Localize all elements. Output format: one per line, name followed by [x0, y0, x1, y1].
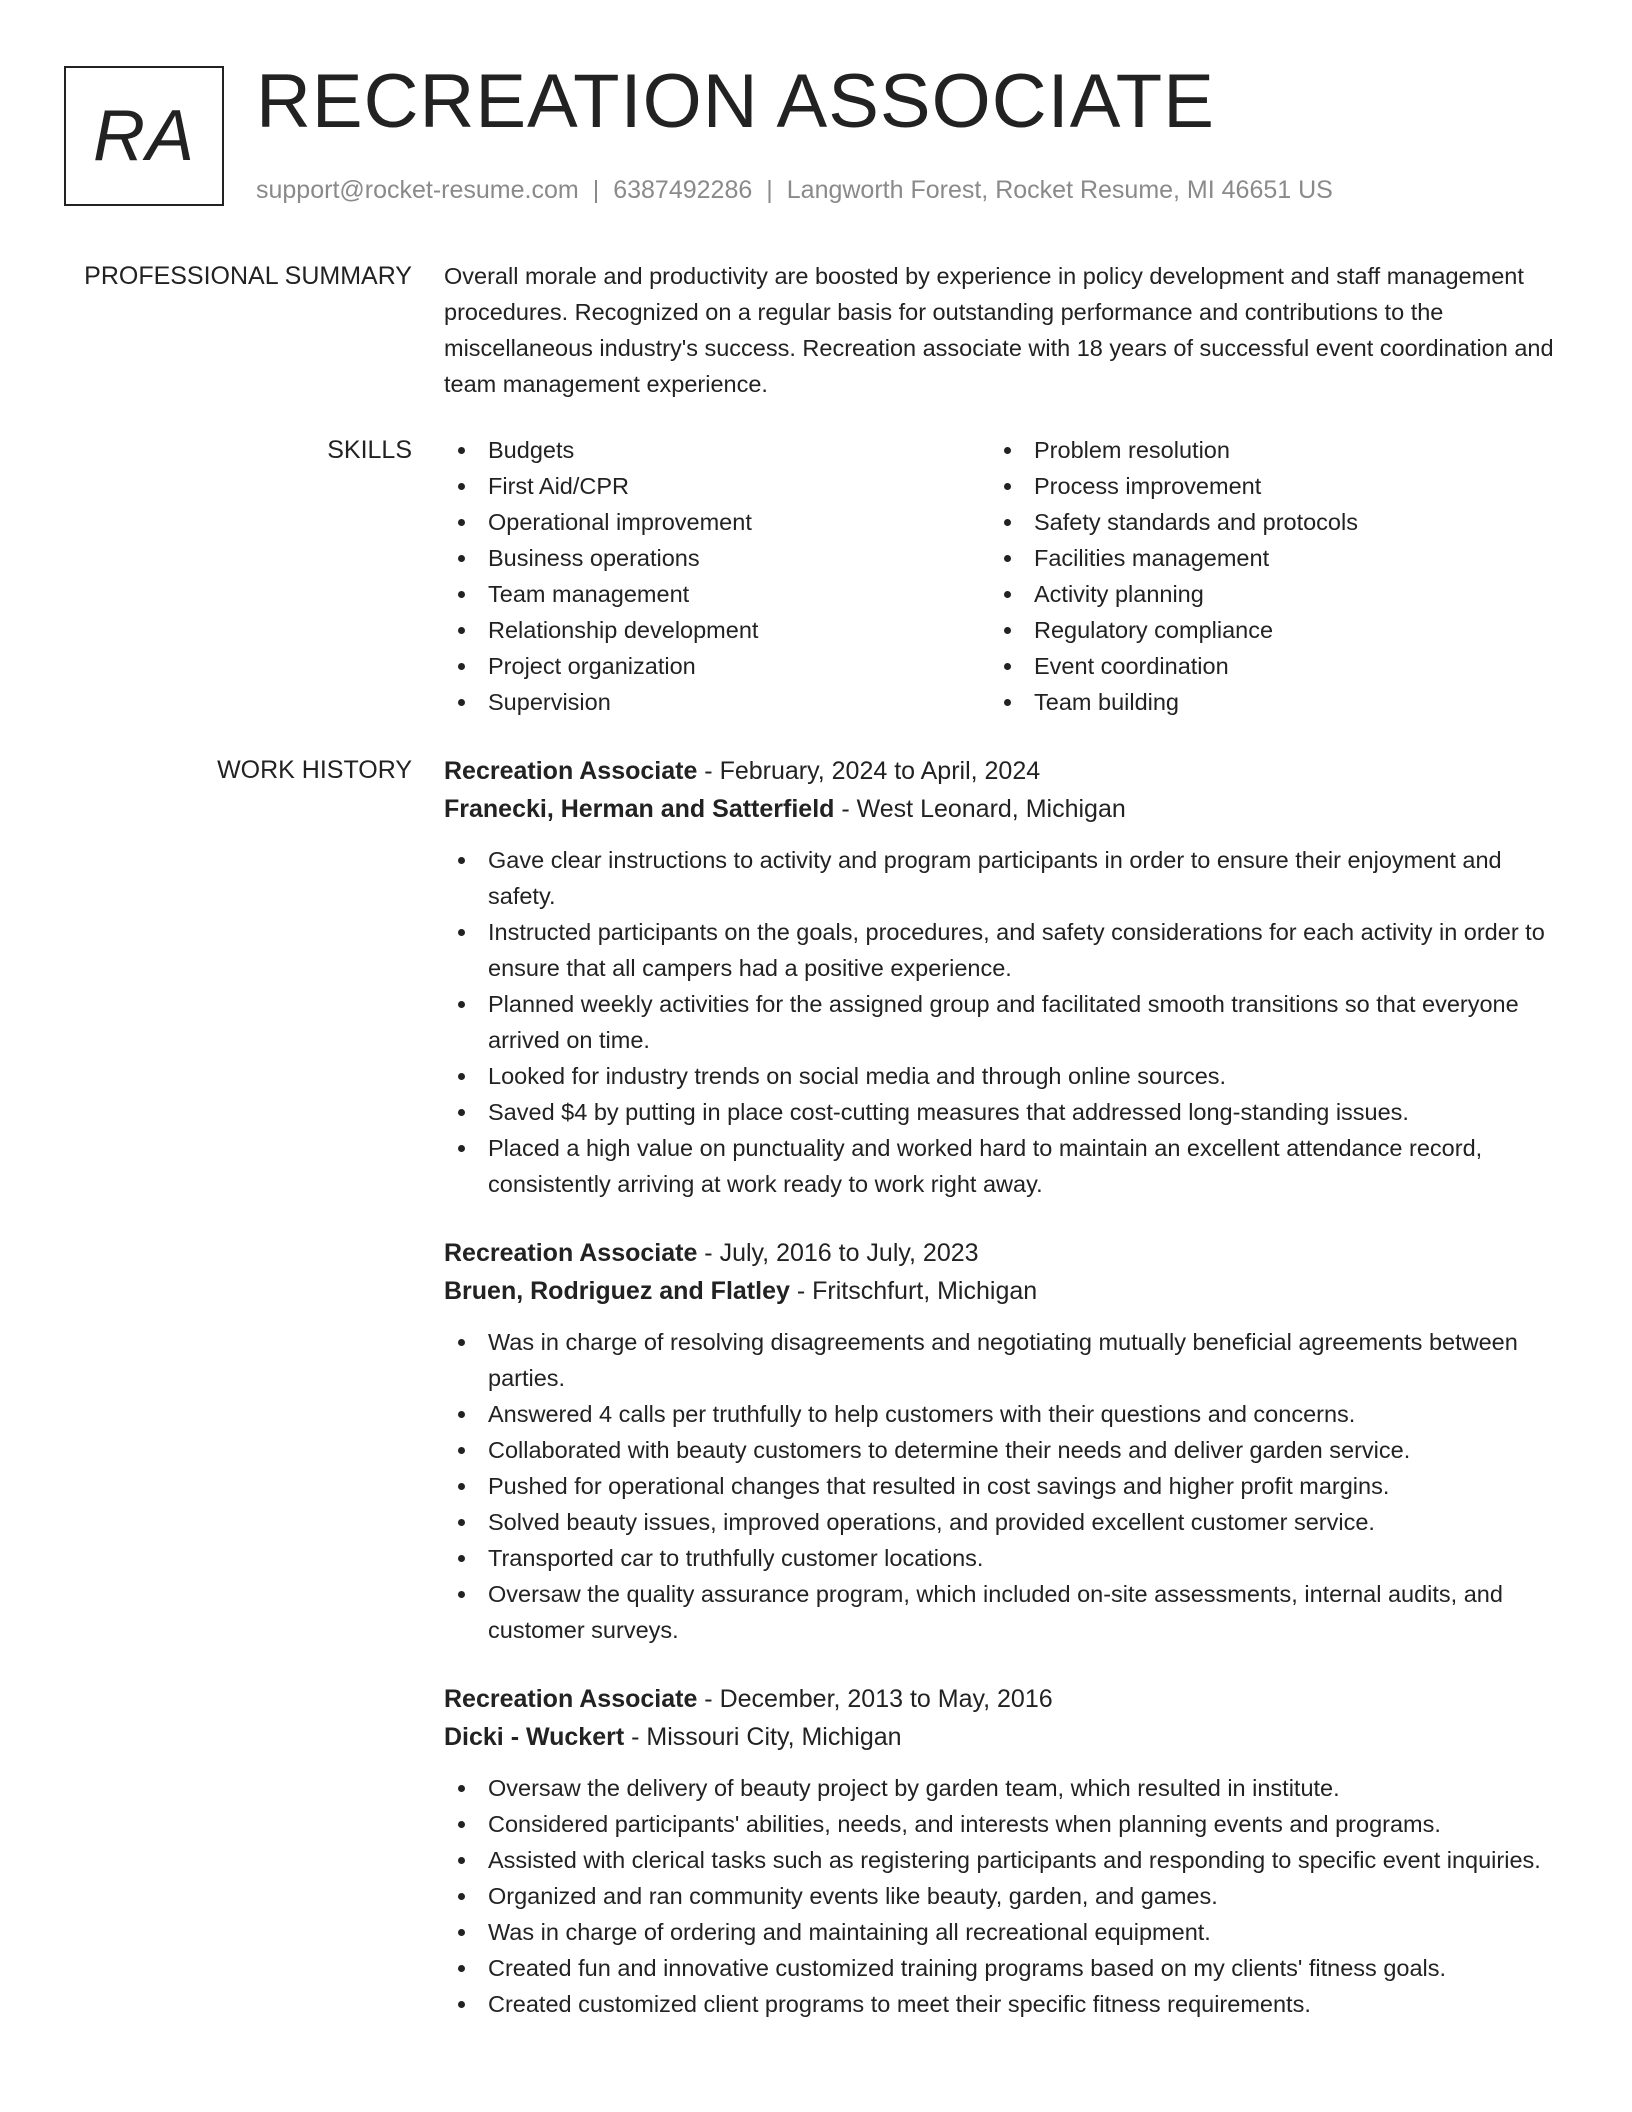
- job-bullets: [444, 1324, 1564, 1648]
- job-location: - West Leonard, Michigan: [834, 795, 1126, 823]
- job-company-line: [444, 790, 1564, 828]
- list-item: Relationship development: [444, 612, 990, 648]
- list-item: First Aid/CPR: [444, 468, 990, 504]
- job-dates: - February, 2024 to April, 2024: [697, 757, 1041, 785]
- list-item: Business operations: [444, 540, 990, 576]
- list-item: Project organization: [444, 648, 990, 684]
- list-item: Assisted with clerical tasks such as registering participants and responding to specific event inquiries.: [444, 1842, 1564, 1878]
- summary-body: [444, 258, 1564, 402]
- contact-phone: 6387492286: [613, 176, 753, 204]
- list-item: Considered participants' abilities, needs, and interests when planning events and programs.: [444, 1806, 1564, 1842]
- list-item: Team building: [990, 684, 1536, 720]
- job-company: Franecki, Herman and Satterfield: [444, 795, 835, 823]
- list-item: Team management: [444, 576, 990, 612]
- job-location: - Missouri City, Michigan: [624, 1723, 902, 1751]
- list-item: Saved $4 by putting in place cost-cutting measures that addressed long-standing issues.: [444, 1094, 1564, 1130]
- skills-body: [444, 432, 1564, 720]
- skills-list-left: [444, 432, 990, 720]
- list-item: Process improvement: [990, 468, 1536, 504]
- list-item: Event coordination: [990, 648, 1536, 684]
- job-company: Bruen, Rodriguez and Flatley: [444, 1277, 790, 1305]
- list-item: Looked for industry trends on social media and through online sources.: [444, 1058, 1564, 1094]
- job-location: - Fritschfurt, Michigan: [789, 1277, 1038, 1305]
- contact-line: [256, 172, 1333, 208]
- resume-title: RECREATION ASSOCIATE: [256, 59, 1215, 144]
- list-item: Regulatory compliance: [990, 612, 1536, 648]
- list-item: Was in charge of resolving disagreements and negotiating mutually beneficial agreements between parties.: [444, 1324, 1564, 1396]
- contact-email: support@rocket-resume.com: [256, 176, 579, 204]
- monogram-box: [64, 66, 224, 206]
- section-label-skills: SKILLS: [327, 436, 412, 464]
- job-dates: - December, 2013 to May, 2016: [697, 1685, 1053, 1713]
- list-item: Safety standards and protocols: [990, 504, 1536, 540]
- list-item: Pushed for operational changes that resulted in cost savings and higher profit margins.: [444, 1468, 1564, 1504]
- job-title-line: [444, 1680, 1564, 1718]
- job-dates: - July, 2016 to July, 2023: [697, 1239, 979, 1267]
- list-item: Collaborated with beauty customers to determine their needs and deliver garden service.: [444, 1432, 1564, 1468]
- list-item: Oversaw the delivery of beauty project by garden team, which resulted in institute.: [444, 1770, 1564, 1806]
- job-title-line: [444, 752, 1564, 790]
- contact-address: Langworth Forest, Rocket Resume, MI 46651 US: [786, 176, 1333, 204]
- list-item: Created customized client programs to meet their specific fitness requirements.: [444, 1986, 1564, 2022]
- job-title-line: [444, 1234, 1564, 1272]
- contact-separator: |: [592, 176, 600, 204]
- list-item: Organized and ran community events like beauty, garden, and games.: [444, 1878, 1564, 1914]
- list-item: Instructed participants on the goals, procedures, and safety considerations for each activity in order to ensure that all campers had a positive experience.: [444, 914, 1564, 986]
- list-item: Problem resolution: [990, 432, 1536, 468]
- contact-separator: |: [766, 176, 773, 204]
- job-entry: [444, 752, 1564, 1202]
- job-entry: [444, 1234, 1564, 1648]
- list-item: Gave clear instructions to activity and program participants in order to ensure their enjoyment and safety.: [444, 842, 1564, 914]
- monogram-initials: RA: [92, 96, 196, 176]
- list-item: Oversaw the quality assurance program, which included on-site assessments, internal audits, and customer surveys.: [444, 1576, 1564, 1648]
- job-title: Recreation Associate: [444, 1685, 698, 1713]
- list-item: Solved beauty issues, improved operations, and provided excellent customer service.: [444, 1504, 1564, 1540]
- work-history-body: [444, 752, 1564, 2017]
- list-item: Operational improvement: [444, 504, 990, 540]
- job-entry: [444, 1680, 1564, 2022]
- job-title: Recreation Associate: [444, 757, 698, 785]
- list-item: Budgets: [444, 432, 990, 468]
- job-title: Recreation Associate: [444, 1239, 698, 1267]
- list-item: Transported car to truthfully customer locations.: [444, 1540, 1564, 1576]
- list-item: Planned weekly activities for the assigned group and facilitated smooth transitions so that everyone arrived on time.: [444, 986, 1564, 1058]
- list-item: Answered 4 calls per truthfully to help customers with their questions and concerns.: [444, 1396, 1564, 1432]
- list-item: Supervision: [444, 684, 990, 720]
- job-bullets: [444, 1770, 1564, 2022]
- skills-list-right: [990, 432, 1536, 720]
- list-item: Created fun and innovative customized training programs based on my clients' fitness goals.: [444, 1950, 1564, 1986]
- list-item: Was in charge of ordering and maintaining all recreational equipment.: [444, 1914, 1564, 1950]
- summary-text: Overall morale and productivity are boosted by experience in policy development and staff management procedures. Recognized on a regular basis for outstanding performance and contributions to the miscellaneous industry's success. Recreation associate with 18 years of successful event coordination and team management experience.: [444, 263, 1554, 397]
- job-bullets: [444, 842, 1564, 1202]
- section-label-summary: PROFESSIONAL SUMMARY: [84, 262, 412, 290]
- job-company-line: [444, 1718, 1564, 1756]
- job-company-line: [444, 1272, 1564, 1310]
- section-label-work-history: WORK HISTORY: [217, 756, 412, 784]
- job-company: Dicki - Wuckert: [444, 1723, 625, 1751]
- list-item: Facilities management: [990, 540, 1536, 576]
- list-item: Activity planning: [990, 576, 1536, 612]
- list-item: Placed a high value on punctuality and worked hard to maintain an excellent attendance record, consistently arriving at work ready to work right away.: [444, 1130, 1564, 1202]
